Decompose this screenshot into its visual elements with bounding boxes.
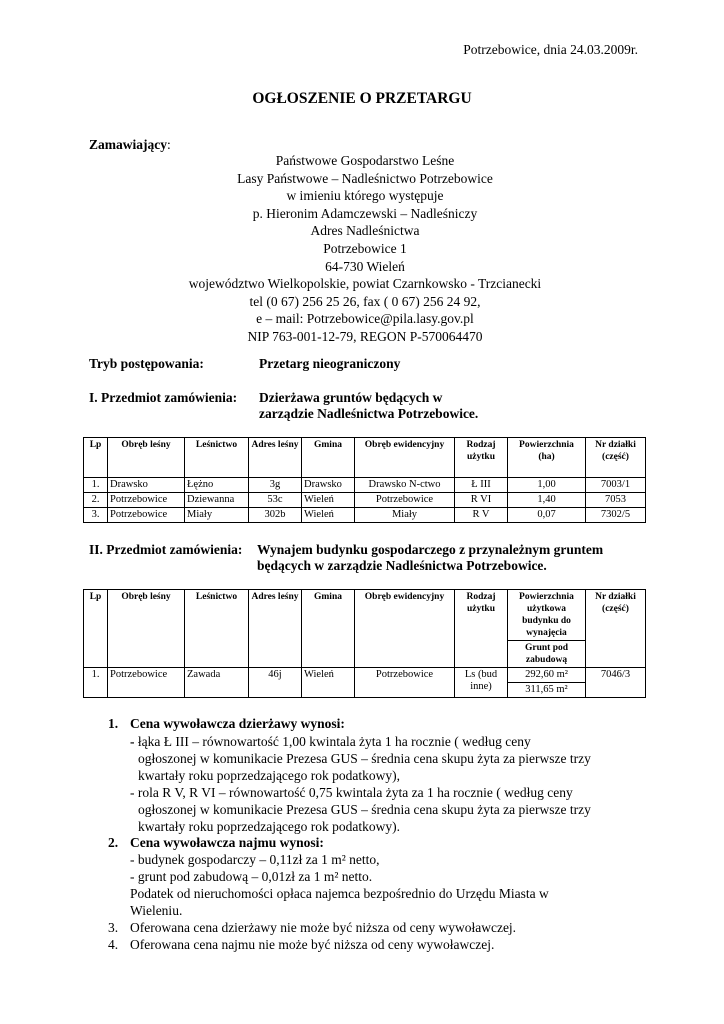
header-cell: Leśnictwo (185, 590, 249, 668)
table-cell: 1. (84, 668, 108, 698)
section2-line2: będących w zarządzie Nadleśnictwa Potrzebowice. (257, 558, 547, 573)
header-cell: Rodzaj użytku (455, 438, 508, 478)
table-cell: Wieleń (302, 508, 355, 523)
table-cell: Drawsko N-ctwo (355, 478, 455, 493)
table-cell: Potrzebowice (355, 493, 455, 508)
item-title: Cena wywoławcza dzierżawy wynosi: (130, 716, 345, 731)
table-cell: Potrzebowice (108, 508, 185, 523)
address-line: p. Hieronim Adamczewski – Nadleśniczy (252, 205, 478, 221)
header-cell: Adres leśny (249, 590, 302, 668)
section2-label: II. Przedmiot zamówienia: (89, 542, 243, 557)
item-line: Podatek od nieruchomości opłaca najemca bezpośrednio do Urzędu Miasta w (130, 886, 549, 901)
table-cell: 7046/3 (586, 668, 646, 698)
table-cell: 292,60 m² (508, 668, 586, 683)
table-cell: Ls (bud inne) (455, 668, 508, 698)
item-number: 2. (108, 835, 119, 850)
table-cell: R VI (455, 493, 508, 508)
item-line (130, 734, 670, 751)
item-line: ogłoszonej w komunikacie Prezesa GUS – średnia cena skupu żyta za pierwsze trzy (138, 802, 591, 817)
item-line: - budynek gospodarczy – 0,11zł za 1 m² netto, (130, 852, 380, 867)
header-cell: Obręb ewidencyjny (355, 438, 455, 478)
table-cell: Wieleń (302, 668, 355, 698)
table-cell: Potrzebowice (108, 668, 185, 698)
address-line: Potrzebowice 1 (323, 240, 407, 256)
table-cell: Miały (355, 508, 455, 523)
table-cell: 3g (249, 478, 302, 493)
procedure-label: Tryb postępowania: (89, 356, 204, 371)
address-line: Adres Nadleśnictwa (310, 223, 420, 239)
item-line: - rola R V, R VI – równowartość 0,75 kwintala żyta za 1 ha rocznie ( według ceny (130, 785, 573, 800)
table-cell: Potrzebowice (108, 493, 185, 508)
section1-line1: Dzierżawa gruntów będących w (259, 390, 443, 405)
header-cell: Gmina (302, 590, 355, 668)
address-line: Lasy Państwowe – Nadleśnictwo Potrzebowice (237, 170, 493, 186)
lease-table (83, 437, 646, 523)
table-cell: 7003/1 (586, 478, 646, 493)
address-line: NIP 763-001-12-79, REGON P-570064470 (247, 328, 483, 344)
address-line: województwo Wielkopolskie, powiat Czarnkowsko - Trzcianecki (188, 276, 542, 292)
table-cell: Ł III (455, 478, 508, 493)
header-cell: Lp (84, 438, 108, 478)
section1-label: I. Przedmiot zamówienia: (89, 390, 238, 405)
ordering-party-address (100, 152, 630, 346)
table-cell: Łężno (185, 478, 249, 493)
table-cell: Zawada (185, 668, 249, 698)
address-line: w imieniu którego występuje (286, 188, 444, 204)
header-cell: Obręb ewidencyjny (355, 590, 455, 668)
dash-marker: - (130, 734, 135, 749)
item-line: kwartały roku poprzedzającego rok podatkowy). (138, 819, 401, 834)
header-cell: Leśnictwo (185, 438, 249, 478)
header-cell: Powierzchnia użytkowa budynku do wynajęcia (508, 590, 586, 641)
item-line: ogłoszonej w komunikacie Prezesa GUS – średnia cena skupu żyta za pierwsze trzy (138, 751, 591, 766)
table-cell: 7053 (586, 493, 646, 508)
header-cell: Powierzchnia (ha) (508, 438, 586, 478)
table-cell: Potrzebowice (355, 668, 455, 698)
place-date: Potrzebowice, dnia 24.03.2009r. (463, 42, 638, 57)
table-cell: 7302/5 (586, 508, 646, 523)
address-line: tel (0 67) 256 25 26, fax ( 0 67) 256 24 92, (249, 293, 481, 309)
item-number: 4. (108, 937, 119, 952)
address-line: 64-730 Wieleń (325, 258, 405, 274)
table-cell: 3. (84, 508, 108, 523)
header-cell: Nr działki (część) (586, 590, 646, 668)
header-cell: Gmina (302, 438, 355, 478)
section1-line2: zarządzie Nadleśnictwa Potrzebowice. (259, 406, 479, 421)
table-cell: 1,40 (508, 493, 586, 508)
header-cell: Obręb leśny (108, 438, 185, 478)
table-cell: R V (455, 508, 508, 523)
table-cell: 0,07 (508, 508, 586, 523)
page-title: OGŁOSZENIE O PRZETARGU (252, 90, 472, 107)
table-row (84, 508, 646, 523)
table-cell: 46j (249, 668, 302, 698)
table-cell: 1. (84, 478, 108, 493)
table-cell: Drawsko (108, 478, 185, 493)
item-line: - grunt pod zabudową – 0,01zł za 1 m² netto. (130, 869, 373, 884)
item-number: 1. (108, 716, 119, 731)
table-cell: Dziewanna (185, 493, 249, 508)
table-cell: 1,00 (508, 478, 586, 493)
table-cell: 302b (249, 508, 302, 523)
item-text: Oferowana cena najmu nie może być niższa od ceny wywoławczej. (130, 937, 495, 952)
table-cell: 53c (249, 493, 302, 508)
table-cell: Drawsko (302, 478, 355, 493)
header-cell: Rodzaj użytku (455, 590, 508, 668)
table-cell: 2. (84, 493, 108, 508)
table-cell: Miały (185, 508, 249, 523)
item-line: kwartały roku poprzedzającego rok podatkowy), (138, 768, 401, 783)
table-cell: 311,65 m² (508, 683, 586, 698)
item-text: Oferowana cena dzierżawy nie może być niższa od ceny wywoławczej. (130, 920, 517, 935)
table-header-row (84, 438, 646, 478)
header-cell: Lp (84, 590, 108, 668)
rental-table (83, 589, 646, 698)
table-row (84, 668, 646, 683)
table-header-row (84, 590, 646, 641)
section2-line1: Wynajem budynku gospodarczego z przynależnym gruntem (257, 542, 604, 557)
table-row (84, 493, 646, 508)
ordering-party-label: Zamawiający (89, 137, 167, 152)
subheader-cell: Grunt pod zabudową (508, 641, 586, 668)
address-line: Państwowe Gospodarstwo Leśne (275, 153, 455, 168)
item-number: 3. (108, 920, 119, 935)
header-cell: Obręb leśny (108, 590, 185, 668)
item-line-text: łąka Ł III – równowartość 1,00 kwintala żyta 1 ha rocznie ( według ceny (134, 734, 531, 749)
table-cell: Wieleń (302, 493, 355, 508)
procedure-value: Przetarg nieograniczony (259, 356, 401, 371)
item-title: Cena wywoławcza najmu wynosi: (130, 835, 324, 850)
email-line: e – mail: Potrzebowice@pila.lasy.gov.pl (256, 311, 474, 327)
ordering-party-colon: : (167, 137, 171, 152)
item-line: Wieleniu. (130, 903, 183, 918)
header-cell: Nr działki (część) (586, 438, 646, 478)
table-row (84, 478, 646, 493)
header-cell: Adres leśny (249, 438, 302, 478)
ordering-party-heading (89, 136, 171, 153)
